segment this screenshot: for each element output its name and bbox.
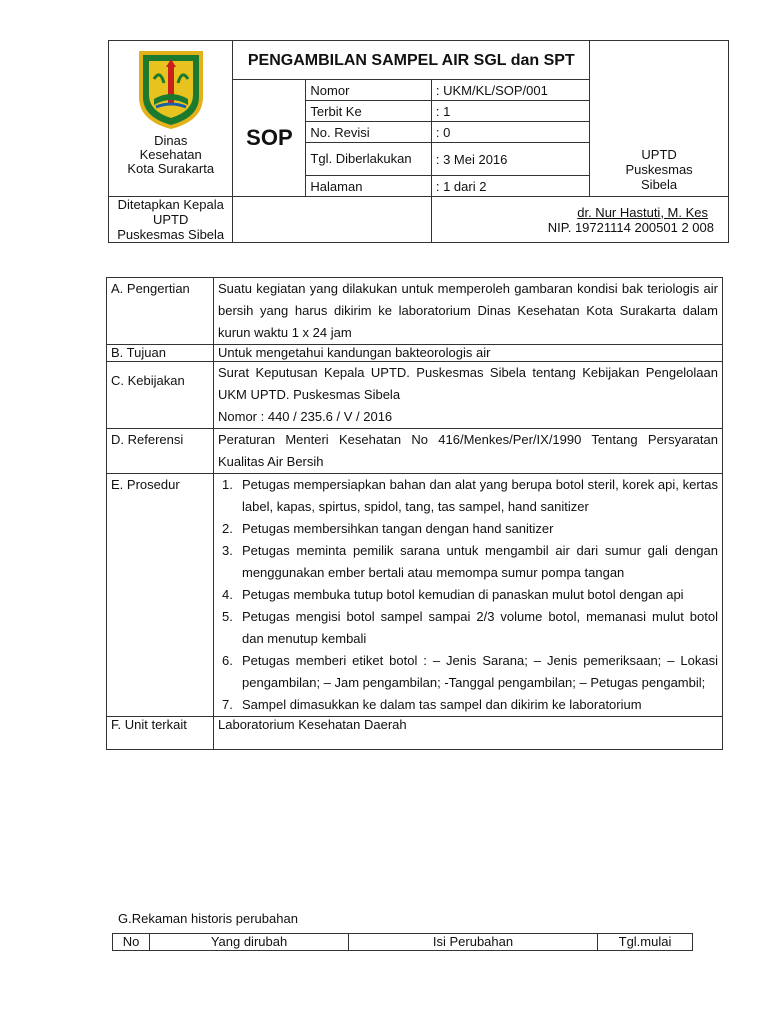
kebijakan-text: Surat Keputusan Kepala UPTD. Puskesmas Sibela tentang Kebijakan Pengelolaan UKM UPTD. Puskesmas Sibela [218, 365, 718, 402]
section-unit-terkait [107, 717, 723, 750]
ditetapkan-line-1: Ditetapkan Kepala UPTD [117, 197, 224, 227]
column-header: Isi Perubahan [349, 934, 598, 951]
section-kebijakan [107, 362, 723, 429]
logo-cell [109, 41, 233, 197]
list-item: 1. Petugas mempersiapkan bahan dan alat yang berupa botol steril, korek api, kertas label, kapas, spirtus, spidol, tang, tas sampel, hand sanitizer [222, 477, 718, 514]
document-title: PENGAMBILAN SAMPEL AIR SGL dan SPT [233, 41, 590, 80]
org-name [113, 134, 228, 176]
list-item: 7. Sampel dimasukkan ke dalam tas sampel dan dikirim ke laboratorium [222, 697, 642, 712]
signer-name: dr. Nur Hastuti, M. Kes [577, 204, 708, 220]
section-text [214, 362, 723, 429]
section-label: B. Tujuan [107, 345, 214, 362]
kebijakan-nomor: Nomor : 440 / 235.6 / V / 2016 [218, 409, 393, 424]
section-pengertian [107, 278, 723, 345]
org-line-3: Kota Surakarta [127, 161, 215, 176]
org-line-1: Dinas [154, 133, 188, 148]
sop-header-table [108, 40, 729, 243]
ditetapkan-cell [109, 197, 233, 243]
field-label-nomor: Nomor [306, 80, 431, 101]
field-label-halaman: Halaman [306, 176, 431, 197]
list-item: 5. Petugas mengisi botol sampel sampai 2/3 volume botol, memanasi mulut botol dan menutup kembali [222, 609, 718, 646]
signature-blank [233, 197, 431, 243]
field-value-nomor: : UKM/KL/SOP/001 [431, 80, 589, 101]
history-label: G.Rekaman historis perubahan [118, 911, 298, 926]
field-label-revisi: No. Revisi [306, 122, 431, 143]
field-value-halaman: : 1 dari 2 [431, 176, 589, 197]
section-label: C. Kebijakan [107, 362, 214, 429]
field-label-tanggal: Tgl. Diberlakukan [306, 143, 431, 176]
column-header: Yang dirubah [150, 934, 349, 951]
section-label: E. Prosedur [107, 474, 214, 717]
unit-line-3: Sibela [641, 177, 678, 192]
section-label: F. Unit terkait [107, 717, 214, 750]
field-label-terbit: Terbit Ke [306, 101, 431, 122]
unit-line-1: UPTD [641, 147, 677, 162]
section-text: Laboratorium Kesehatan Daerah [214, 717, 723, 750]
org-line-2: Kesehatan [139, 147, 202, 162]
section-text: Untuk mengetahui kandungan bakteorologis air [214, 345, 723, 362]
signer-cell [431, 197, 728, 243]
sop-label: SOP [233, 80, 306, 197]
field-value-terbit: : 1 [431, 101, 589, 122]
table-header-row [113, 934, 693, 951]
unit-line-2: Puskesmas [625, 162, 693, 177]
column-header: Tgl.mulai [598, 934, 693, 951]
city-emblem-icon [136, 49, 206, 129]
list-item: 2. Petugas membersihkan tangan dengan hand sanitizer [222, 521, 554, 536]
section-steps [214, 474, 723, 717]
section-text: Peraturan Menteri Kesehatan No 416/Menkes/Per/IX/1990 Tentang Persyaratan Kualitas Air Bersih [214, 429, 723, 474]
field-value-tanggal: : 3 Mei 2016 [431, 143, 589, 176]
section-label: A. Pengertian [107, 278, 214, 345]
section-tujuan [107, 345, 723, 362]
column-header: No [113, 934, 150, 951]
list-item: 6. Petugas memberi etiket botol : – Jenis Sarana; – Jenis pemeriksaan; – Lokasi pengambilan; – Jam pengambilan; -Tanggal pengambilan; – Petugas pengambil; [222, 653, 718, 690]
section-prosedur [107, 474, 723, 717]
history-table [112, 933, 693, 951]
procedure-list [218, 474, 718, 716]
ditetapkan-line-2: Puskesmas Sibela [117, 227, 225, 242]
section-referensi [107, 429, 723, 474]
section-label: D. Referensi [107, 429, 214, 474]
section-text: Suatu kegiatan yang dilakukan untuk memperoleh gambaran kondisi bak teriologis air bersih yang harus dikirim ke laboratorium Dinas Kesehatan Kota Surakarta dalam kurun waktu 1 x 24 jam [214, 278, 723, 345]
list-item: 4. Petugas membuka tutup botol kemudian di panaskan mulut botol dengan api [222, 587, 684, 602]
unit-name [590, 41, 729, 197]
signer-nip: NIP. 19721114 200501 2 008 [547, 219, 714, 235]
list-item: 3. Petugas meminta pemilik sarana untuk mengambil air dari sumur gali dengan menggunakan ember bertali atau memompa sumur pompa tangan [222, 543, 718, 580]
field-value-revisi: : 0 [431, 122, 589, 143]
sop-content-table [106, 277, 723, 750]
